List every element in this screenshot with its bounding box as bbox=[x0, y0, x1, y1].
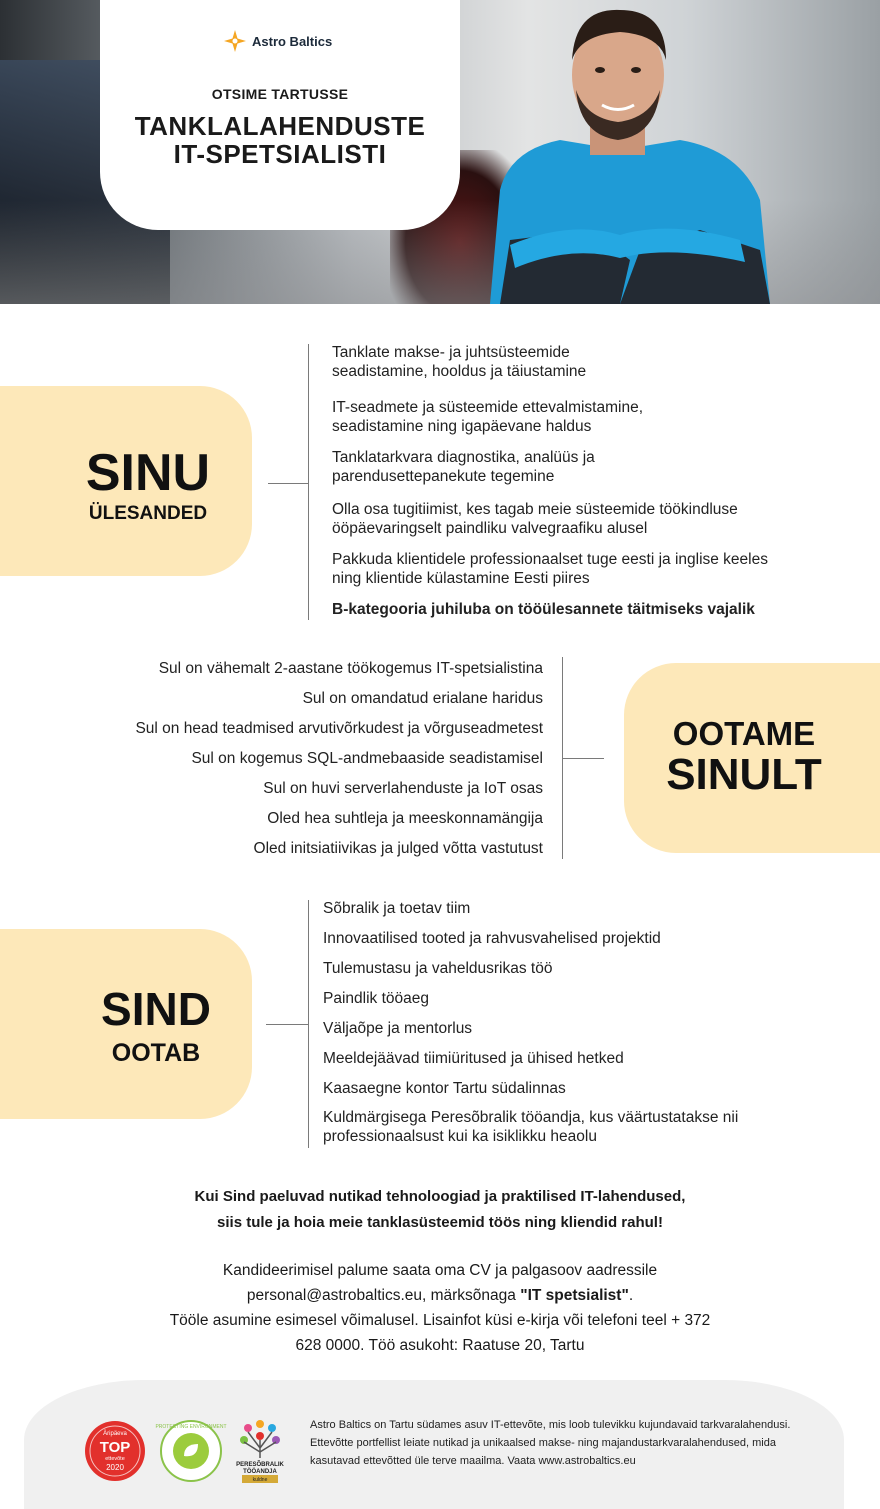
contact-line-3: Tööle asumine esimesel võimalusel. Lisainfot küsi e-kirja või telefoni teel + 372 bbox=[169, 1312, 711, 1329]
list-item: Tanklatarkvara diagnostika, analüüs ja parendusettepanekute tegemine bbox=[332, 449, 595, 485]
divider-line bbox=[308, 344, 309, 620]
connector-line bbox=[266, 1024, 308, 1025]
contact-line-4: 628 0000. Töö asukoht: Raatuse 20, Tartu bbox=[295, 1337, 585, 1354]
list-item: Sul on kogemus SQL-andmebaaside seadistamisel bbox=[191, 750, 543, 767]
tasks-title-small: ÜLESANDED bbox=[88, 503, 208, 524]
expect-title-line-1: OOTAME bbox=[672, 715, 816, 752]
headline-line-1: TANKLALAHENDUSTE bbox=[134, 111, 426, 141]
family-friendly-employer-badge-icon bbox=[236, 1418, 284, 1484]
contact-email-text[interactable]: personal@astrobaltics.eu, märksõnaga bbox=[246, 1287, 521, 1304]
divider-line bbox=[308, 900, 309, 1148]
svg-text:Äripäeva: Äripäeva bbox=[103, 1431, 127, 1437]
headline-line-2: IT-SPETSIALISTI bbox=[173, 139, 387, 169]
contact-line-1: Kandideerimisel palume saata oma CV ja palgasoov aadressile bbox=[222, 1262, 658, 1279]
svg-text:PERESÕBRALIK: PERESÕBRALIK bbox=[236, 1462, 284, 1468]
tasks-title-big: SINU bbox=[85, 444, 211, 502]
contact-keyword: "IT spetsialist" bbox=[520, 1287, 629, 1304]
tasks-highlight: B-kategooria juhiluba on tööülesannete täitmiseks vajalik bbox=[332, 601, 755, 618]
svg-text:PROTECTING ENVIRONMENT: PROTECTING ENVIRONMENT bbox=[155, 1424, 227, 1430]
list-item: Sul on omandatud erialane haridus bbox=[302, 690, 543, 707]
list-item: Innovaatilised tooted ja rahvusvahelised projektid bbox=[323, 930, 661, 947]
call-to-action bbox=[0, 1184, 880, 1236]
list-item: Sul on huvi serverlahenduste ja IoT osas bbox=[263, 780, 543, 797]
contact-info bbox=[0, 1258, 880, 1358]
title-card bbox=[100, 0, 460, 230]
list-item: Tanklate makse- ja juhtsüsteemide seadistamine, hooldus ja täiustamine bbox=[332, 344, 587, 380]
list-item: Meeldejäävad tiimiüritused ja ühised hetked bbox=[323, 1050, 624, 1067]
brand-name: Astro Baltics bbox=[252, 33, 333, 49]
svg-text:2020: 2020 bbox=[106, 1463, 124, 1472]
cta-line-1: Kui Sind paeluvad nutikad tehnoloogiad ja praktilised IT-lahendused, bbox=[194, 1188, 686, 1205]
hero-banner bbox=[0, 0, 880, 304]
contact-line-2: personal@astrobaltics.eu, märksõnaga "IT spetsialist". bbox=[246, 1287, 634, 1304]
list-item: Oled hea suhtleja ja meeskonnamängija bbox=[267, 810, 543, 827]
list-item: Tulemustasu ja vaheldusrikas töö bbox=[323, 960, 553, 977]
list-item: Olla osa tugitiimist, kes tagab meie süsteemide töökindluse ööpäevaringselt paindliku valvegraafiku alusel bbox=[332, 501, 738, 537]
hero-kicker: OTSIME TARTUSSE bbox=[211, 86, 349, 102]
svg-text:kuldne: kuldne bbox=[252, 1477, 268, 1483]
offer-title-big: SIND bbox=[101, 983, 211, 1035]
tasks-list bbox=[332, 343, 852, 623]
cta-line-2: siis tule ja hoia meie tanklasüsteemid töös ning kliendid rahul! bbox=[217, 1214, 663, 1231]
list-item: Kaasaegne kontor Tartu südalinnas bbox=[323, 1080, 566, 1097]
connector-line bbox=[268, 483, 308, 484]
list-item: Kuldmärgisega Peresõbralik tööandja, kus väärtustatakse nii professionaalsust kui ka isiklikku heaolu bbox=[323, 1109, 739, 1145]
svg-text:TOP: TOP bbox=[99, 1439, 131, 1456]
offer-list bbox=[323, 899, 843, 1149]
environment-badge-icon bbox=[155, 1420, 227, 1482]
svg-text:TÖÖANDJA: TÖÖANDJA bbox=[243, 1469, 277, 1475]
svg-text:ettevõte: ettevõte bbox=[105, 1456, 125, 1462]
expect-list bbox=[20, 659, 543, 859]
list-item: Väljaõpe ja mentorlus bbox=[323, 1020, 473, 1037]
top-company-badge-icon bbox=[84, 1420, 146, 1482]
expect-title-line-2: SINULT bbox=[666, 750, 822, 799]
hero-person-image bbox=[470, 0, 780, 304]
hero-headline bbox=[100, 112, 460, 168]
list-item: Sul on vähemalt 2-aastane töökogemus IT-spetsialistina bbox=[158, 660, 543, 677]
connector-line bbox=[562, 758, 604, 759]
brand-logo bbox=[224, 30, 332, 52]
list-item: Sõbralik ja toetav tiim bbox=[323, 900, 471, 917]
list-item: Pakkuda klientidele professionaalset tuge eesti ja inglise keeles ning klientide külastamine Eesti piires bbox=[332, 551, 768, 587]
offer-title-small: OOTAB bbox=[111, 1039, 201, 1067]
list-item: Paindlik tööaeg bbox=[323, 990, 429, 1007]
list-item: Sul on head teadmised arvutivõrkudest ja võrguseadmetest bbox=[135, 720, 543, 737]
astro-star-icon bbox=[224, 30, 246, 52]
footer-company-description: Astro Baltics on Tartu südames asuv IT-ettevõte, mis loob tulevikku kujundavaid tarkvaralahendusi. Ettevõtte portfellist leiate nutikad ja unikaalsed makse- ning majandustarkvaralahendused, mida kasutavad ettevõtted üle terve maailma. Vaata www.astrobaltics.eu bbox=[310, 1419, 791, 1467]
list-item: Oled initsiatiivikas ja julged võtta vastutust bbox=[253, 840, 543, 857]
divider-line bbox=[562, 657, 563, 859]
list-item: IT-seadmete ja süsteemide ettevalmistamine, seadistamine ning igapäevane haldus bbox=[332, 399, 643, 435]
